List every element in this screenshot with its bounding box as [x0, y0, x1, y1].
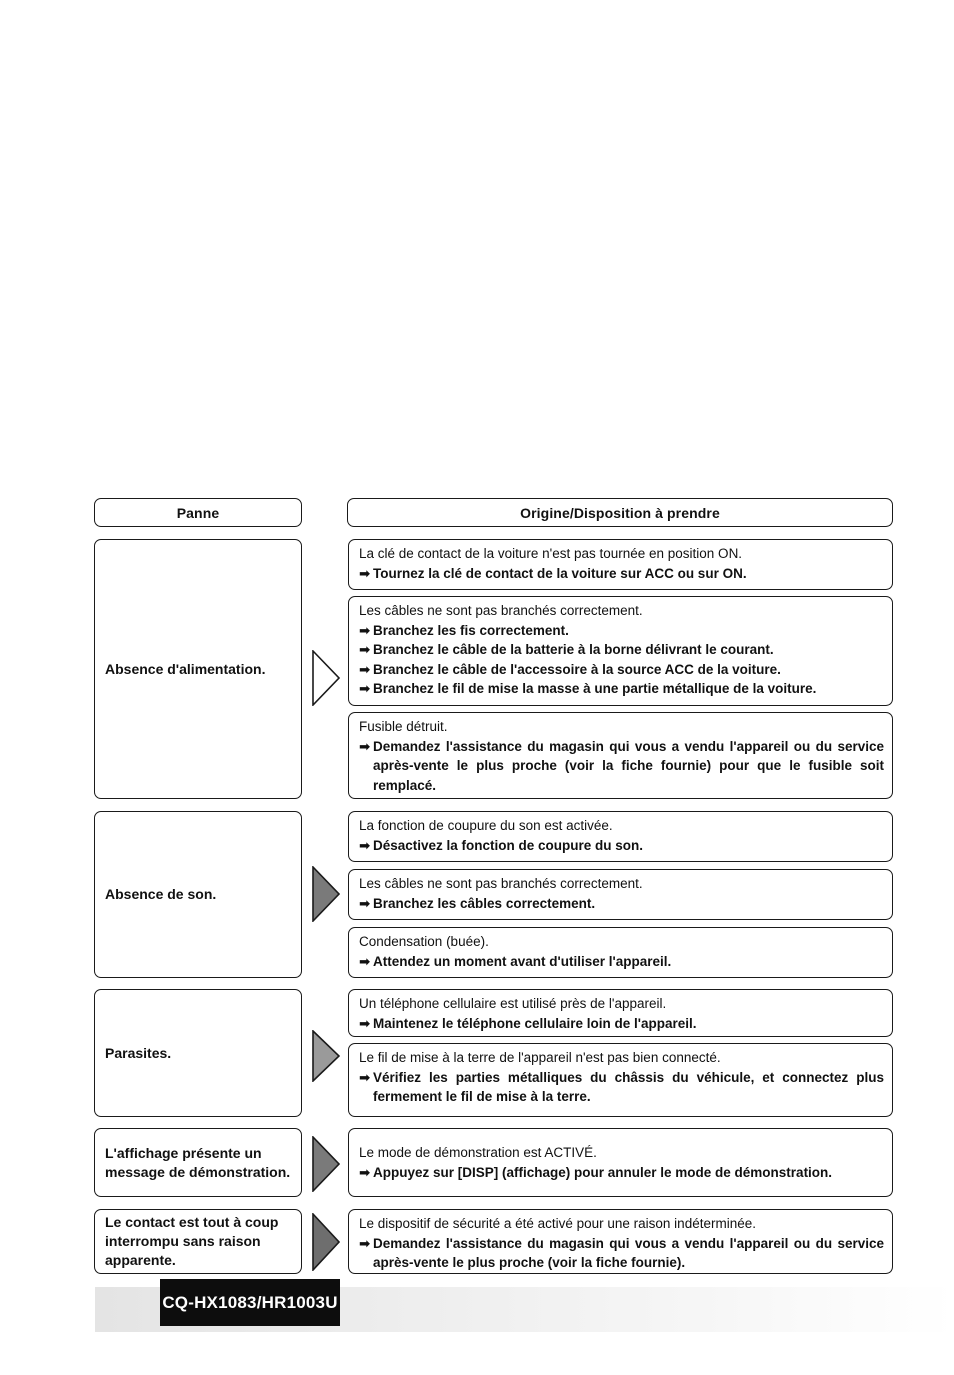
cause-text: La clé de contact de la voiture n'est pas tournée en position ON.	[359, 546, 743, 561]
problem-box	[94, 539, 302, 799]
arrow-icon: ➡	[359, 895, 371, 911]
action-text: ➡ Attendez un moment avant d'utiliser l'appareil.	[359, 952, 884, 972]
arrow-icon: ➡	[359, 622, 371, 638]
cause-box	[348, 869, 893, 920]
action-text: ➡ Branchez le câble de l'accessoire à la source ACC de la voiture.	[359, 660, 884, 680]
action-text: ➡ Branchez les câbles correctement.	[359, 894, 884, 914]
cause-box	[348, 712, 893, 799]
cause-box	[348, 811, 893, 862]
problem-label: Absence de son.	[105, 886, 217, 902]
arrow-right-icon	[312, 1213, 340, 1271]
arrow-icon: ➡	[359, 642, 371, 657]
action-text: ➡ Appuyez sur [DISP] (affichage) pour annuler le mode de démonstration.	[359, 1163, 884, 1183]
arrow-icon: ➡	[359, 681, 371, 696]
action-text: ➡ Désactivez la fonction de coupure du son.	[359, 836, 884, 856]
problem-box	[94, 811, 302, 978]
arrow-icon: ➡	[359, 953, 371, 969]
cause-text: La fonction de coupure du son est activée.	[359, 818, 613, 833]
header-origine-label: Origine/Disposition à prendre	[520, 504, 720, 521]
cause-text: Un téléphone cellulaire est utilisé près de l'appareil.	[359, 996, 667, 1011]
cause-box	[348, 927, 893, 978]
action-text: ➡ Maintenez le téléphone cellulaire loin de l'appareil.	[359, 1014, 884, 1034]
problem-box	[94, 1128, 302, 1197]
cause-text: Le fil de mise à la terre de l'appareil n'est pas bien connecté.	[359, 1050, 721, 1065]
action-text: ➡ Tournez la clé de contact de la voiture sur ACC ou sur ON.	[359, 564, 884, 584]
action-text: ➡ Demandez l'assistance du magasin qui vous a vendu l'appareil ou du service après-vente le plus proche (voir la fiche fournie) pour que le fusible soit remplacé.	[359, 738, 884, 793]
arrow-right-icon	[312, 1030, 340, 1082]
cause-box	[348, 539, 893, 590]
cause-box	[348, 1128, 893, 1197]
model-badge	[160, 1279, 340, 1326]
arrow-icon: ➡	[359, 738, 371, 754]
header-origine	[347, 498, 893, 527]
problem-label: L'affichage présente un message de démonstration.	[105, 1144, 291, 1180]
cause-box	[348, 1043, 893, 1117]
arrow-icon: ➡	[359, 1015, 371, 1031]
cause-text: Fusible détruit.	[359, 719, 448, 734]
arrow-right-icon	[312, 866, 340, 922]
problem-label: Le contact est tout à coup interrompu sans raison apparente.	[105, 1214, 279, 1268]
arrow-icon: ➡	[359, 1164, 371, 1180]
problem-label: Parasites.	[105, 1044, 172, 1061]
action-text: ➡ Branchez le fil de mise la masse à une partie métallique de la voiture.	[359, 679, 884, 699]
cause-text: Condensation (buée).	[359, 934, 489, 949]
arrow-right-icon	[312, 650, 340, 706]
action-text: ➡ Demandez l'assistance du magasin qui vous a vendu l'appareil ou du service après-vente le plus proche (voir la fiche fournie).	[359, 1235, 884, 1270]
cause-text: Le dispositif de sécurité a été activé pour une raison indéterminée.	[359, 1216, 756, 1231]
action-text: ➡ Vérifiez les parties métalliques du châssis du véhicule, et connectez plus fermement le fil de mise à la terre.	[359, 1069, 884, 1104]
problem-label: Absence d'alimentation.	[105, 660, 266, 677]
cause-box	[348, 989, 893, 1037]
arrow-right-icon	[312, 1136, 340, 1192]
header-panne-label: Panne	[176, 504, 220, 521]
cause-box	[348, 1209, 893, 1274]
cause-text: Les câbles ne sont pas branchés correctement.	[359, 876, 643, 891]
problem-box	[94, 989, 302, 1117]
arrow-icon: ➡	[359, 661, 371, 677]
arrow-icon: ➡	[359, 565, 371, 581]
arrow-icon: ➡	[359, 837, 371, 853]
action-text: ➡ Branchez le câble de la batterie à la borne délivrant le courant.	[359, 640, 884, 660]
header-panne	[94, 498, 302, 527]
action-text: ➡ Branchez les fis correctement.	[359, 621, 884, 641]
arrow-icon: ➡	[359, 1235, 371, 1251]
arrow-icon: ➡	[359, 1069, 371, 1085]
model-label: CQ-HX1083/HR1003U	[162, 1292, 338, 1312]
problem-box	[94, 1209, 302, 1274]
cause-text: Le mode de démonstration est ACTIVÉ.	[359, 1145, 597, 1160]
cause-box	[348, 596, 893, 706]
cause-text: Les câbles ne sont pas branchés correctement.	[359, 603, 643, 618]
